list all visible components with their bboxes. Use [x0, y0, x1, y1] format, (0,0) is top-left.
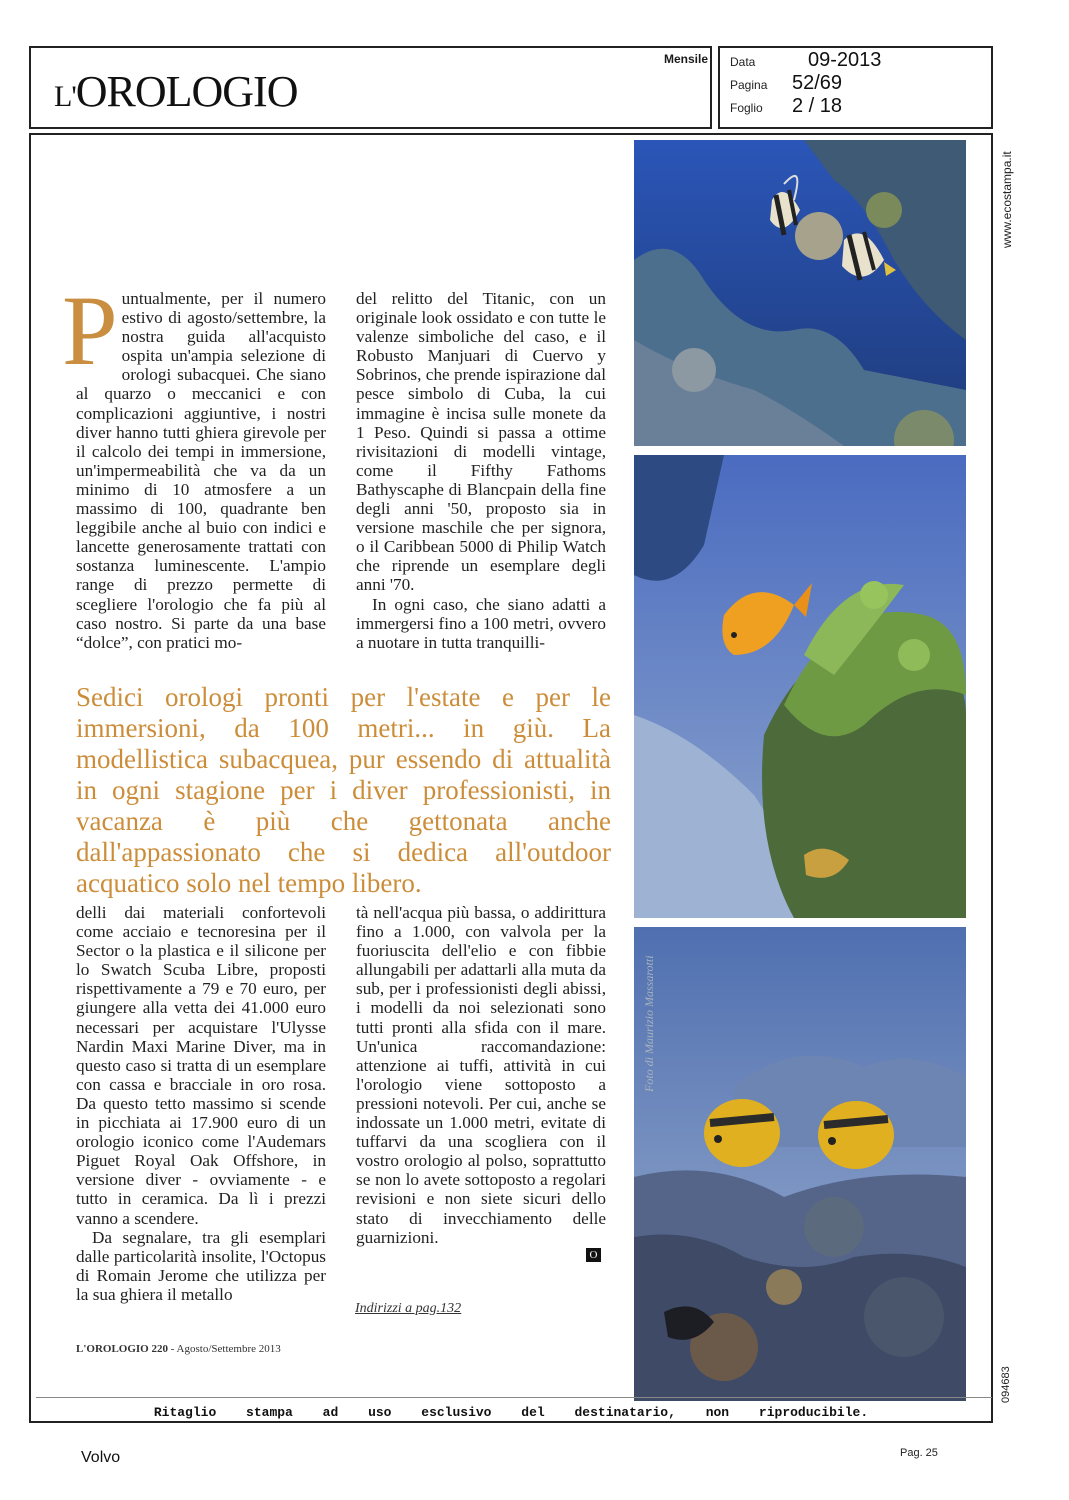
bottom-rule — [36, 1397, 992, 1398]
side-code: 094683 — [1000, 1366, 1012, 1403]
drop-cap: P — [62, 275, 118, 386]
pagina-value: 52/69 — [792, 72, 843, 94]
foglio-value: 2 / 18 — [792, 95, 843, 117]
pull-quote: Sedici orologi pronti per l'estate e per le immersioni, da 100 metri... in giù. La modellistica subacquea, pur essendo di attualità in ogni stagione per i diver professionisti, in vacanza è più che gettonata anche dall'appassionato che si dedica all'outdoor acquatico solo nel tempo libero. — [76, 682, 611, 898]
paragraph: delli dai materiali confortevoli come acciaio e tecnoresina per il Sector o la plastica e il silicone per lo Swatch Scuba Libre, proposti rispettivamente a 79 e 70 euro, per giungere alla vetta dei 41.000 euro necessari per acquistare l'Ulysse Nardin Maxi Marine Diver, ma in questo caso si tratta di un esemplare con cassa e bracciale in oro rosa. Da questo tetto massimo si scende in picchiata ai 17.900 euro di un orologio iconico come l'Audemars Piguet Royal Oak Offshore, in versione diver - ovviamente - e tutto in ceramica. Da lì i prezzi vanno a scendere. — [76, 903, 326, 1228]
data-value: 09-2013 — [808, 49, 882, 71]
photo-reef-bannerfish — [634, 140, 966, 446]
magazine-logo: L'OROLOGIO — [54, 67, 298, 116]
paragraph: del relitto del Titanic, con un originale look ossidato e con tutte le valenze simboliche del caso, e il Robusto Manjuari di Cuervo y Sobrinos, che prende ispirazione dal pesce simbolo di Cuba, la cui immagine è incisa sulle monete da 1 Peso. Quindi si passa a ottime rivisitazioni di modelli vintage, come il Fifthy Fathoms Bathyscaphe di Blancpain della fine degli anni '50, proposto sia in versione maschile che per signora, o il Caribbean 5000 di Philip Watch che riprende un esemplare degli anni '70. — [356, 289, 606, 595]
client-name: Volvo — [81, 1449, 121, 1466]
text-column-3 — [76, 903, 326, 1304]
data-label: Data — [730, 55, 756, 69]
end-of-article-mark: O — [586, 1248, 601, 1262]
copyright-disclaimer: Ritaglio stampa ad uso esclusivo del destinatario, non riproducibile. — [153, 1405, 869, 1420]
magazine-footer: L'OROLOGIO 220 - Agosto/Settembre 2013 — [76, 1343, 281, 1355]
text-column-4 — [356, 903, 606, 1247]
addresses-link[interactable]: Indirizzi a pag.132 — [355, 1301, 462, 1316]
paragraph: Da segnalare, tra gli esemplari dalle particolarità insolite, l'Octopus di Romain Jerome che utilizza per la sua ghiera il metallo — [76, 1227, 326, 1304]
foglio-label: Foglio — [730, 101, 763, 115]
photo-butterflyfish — [634, 927, 966, 1401]
photo-credit: Foto di Maurizio Massarotti — [642, 955, 656, 1092]
pagina-label: Pagina — [730, 78, 768, 92]
periodicity-label: Mensile — [664, 52, 709, 66]
paragraph: tà nell'acqua più bassa, o addirittura fino a 1.000, con valvola per la fuoriuscita dell'elio e con fibbie allungabili per adattarli alla muta da sub, per i professionisti degli abissi, i modelli da noi selezionati sono tutti pronti alla sfida con il mare. Un'unica raccomandazione: attenzione ai tuffi, attività in cui l'orologio viene sottoposto a pressioni notevoli. Per cui, anche se indossate un 1.000 metri, evitate di tuffarvi da una scogliera con il vostro orologio al polso, soprattutto se non lo avete sottoposto a regolari revisioni e non siete sicuri dello stato di invecchiamento delle guarnizioni. — [356, 903, 606, 1247]
side-url: www.ecostampa.it — [1000, 151, 1014, 248]
page-number: Pag. 25 — [900, 1447, 938, 1459]
text-column-2 — [356, 289, 606, 652]
paragraph: untualmente, per il numero estivo di agosto/settembre, la nostra guida all'acquisto ospita un'ampia selezione di orologi subacquei. Che siano al quarzo o meccanici e con complicazioni aggiuntive, i nostri diver hanno tutti ghiera girevole per il calcolo dei tempi in immersione, un'impermeabilità che va da un minimo di 10 atmosfere a un massimo di 100, quadrante ben leggibile anche al buio con indici e lancette generosamente trattati con sostanza luminescente. L'ampio range di prezzo permette di scegliere l'orologio che fa più al caso nostro. Si parte da una base “dolce”, con pratici mo- — [76, 289, 326, 652]
text-column-1 — [62, 275, 326, 652]
photo-coral-anthias — [634, 455, 966, 918]
paragraph: In ogni caso, che siano adatti a immergersi fino a 100 metri, ovvero a nuotare in tutta tranquilli- — [356, 594, 606, 652]
